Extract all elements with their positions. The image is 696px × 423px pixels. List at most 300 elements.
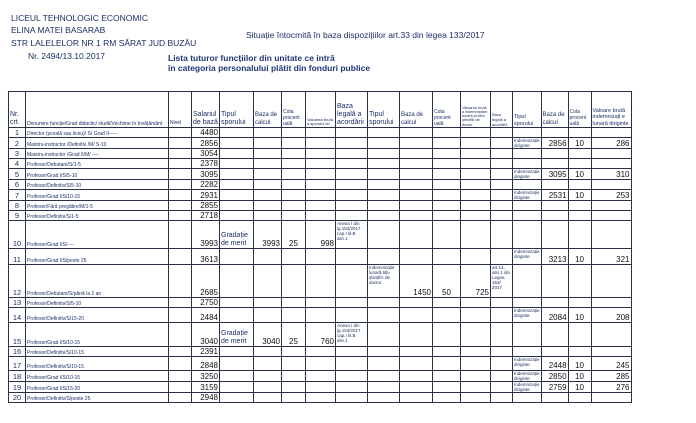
diriginte-value: 276 — [591, 382, 631, 393]
doctor-type — [368, 249, 400, 265]
doctor-percent — [433, 308, 461, 323]
doctor-type — [368, 138, 400, 149]
doctor-percent — [433, 201, 461, 211]
doctor-percent: 50 — [433, 265, 461, 298]
doctor-value — [461, 149, 491, 159]
doctor-base — [400, 371, 433, 382]
spor-value — [306, 308, 336, 323]
doctor-legal-basis — [491, 323, 513, 347]
diriginte-base — [541, 393, 568, 403]
spor-legal-basis: Anexa I din lg.153/2017 cap.I lit.B alin.1 — [336, 221, 368, 249]
doctor-value — [461, 347, 491, 357]
spor-base — [254, 249, 282, 265]
row-number: 20 — [9, 393, 26, 403]
table-row — [9, 357, 632, 371]
list-title-1: Lista tuturor funcțiilor din unitate ce intră — [168, 53, 335, 63]
spor-base — [254, 298, 282, 308]
diriginte-value: 310 — [591, 169, 631, 180]
col-baza-legala1-header: Baza legală a acordării — [336, 92, 368, 128]
doctor-percent — [433, 159, 461, 169]
level-cell — [169, 371, 192, 382]
diriginte-value — [591, 180, 631, 190]
spor-legal-basis — [336, 371, 368, 382]
level-cell — [169, 138, 192, 149]
doctor-value — [461, 190, 491, 201]
spor-type — [220, 159, 254, 169]
doctor-base — [400, 169, 433, 180]
doctor-base — [400, 211, 433, 221]
spor-legal-basis — [336, 265, 368, 298]
table-row — [9, 169, 632, 180]
diriginte-base — [541, 211, 568, 221]
spor-base — [254, 138, 282, 149]
level-cell — [169, 393, 192, 403]
spor-value — [306, 190, 336, 201]
row-number: 5 — [9, 169, 26, 180]
base-salary: 2484 — [192, 308, 220, 323]
spor-value — [306, 298, 336, 308]
row-number: 17 — [9, 357, 26, 371]
function-name: Director (școală sau liceu)/ S/ Grad II----- — [26, 128, 169, 138]
spor-value — [306, 180, 336, 190]
doctor-value — [461, 357, 491, 371]
diriginte-type — [513, 159, 542, 169]
spor-percent — [282, 159, 306, 169]
spor-base — [254, 128, 282, 138]
spor-percent — [282, 347, 306, 357]
row-number: 13 — [9, 298, 26, 308]
spor-type — [220, 169, 254, 180]
spor-legal-basis — [336, 169, 368, 180]
table-row — [9, 308, 632, 323]
doctor-base — [400, 201, 433, 211]
level-cell — [169, 159, 192, 169]
base-salary: 2282 — [192, 180, 220, 190]
function-name: Maistru-instructor /Definitiv /M/ S-10 — [26, 138, 169, 149]
diriginte-base: 2084 — [541, 308, 568, 323]
function-name: Profesor/Definitiv/S/15-20 — [26, 308, 169, 323]
table-row — [9, 128, 632, 138]
spor-value — [306, 393, 336, 403]
diriginte-base — [541, 201, 568, 211]
doctor-legal-basis — [491, 357, 513, 371]
col-cota1-header: Cota procent uală — [282, 92, 306, 128]
diriginte-percent: 10 — [568, 169, 591, 180]
doctor-percent — [433, 298, 461, 308]
doctor-percent — [433, 138, 461, 149]
spor-percent — [282, 249, 306, 265]
col-tipul2-header: Tipul sporului — [368, 92, 400, 128]
doctor-base — [400, 308, 433, 323]
spor-base — [254, 265, 282, 298]
diriginte-base: 2850 — [541, 371, 568, 382]
col-cota3-header: Cota procent uală — [568, 92, 591, 128]
diriginte-type — [513, 128, 542, 138]
base-salary: 2856 — [192, 138, 220, 149]
doctor-value — [461, 382, 491, 393]
spor-base — [254, 149, 282, 159]
doctor-percent — [433, 382, 461, 393]
spor-percent — [282, 371, 306, 382]
doctor-base — [400, 128, 433, 138]
function-name: Profesor/Definitiv/S/5-10 — [26, 298, 169, 308]
doctor-type — [368, 190, 400, 201]
diriginte-type: Indemnizație diriginte — [513, 249, 542, 265]
diriginte-percent — [568, 201, 591, 211]
diriginte-value: 285 — [591, 371, 631, 382]
doctor-percent — [433, 221, 461, 249]
diriginte-value: 286 — [591, 138, 631, 149]
function-name: Profesor/Grad I/S/peste 25 — [26, 249, 169, 265]
level-cell — [169, 357, 192, 371]
doctor-type — [368, 308, 400, 323]
level-cell — [169, 382, 192, 393]
spor-value — [306, 371, 336, 382]
doctor-value — [461, 371, 491, 382]
row-number: 15 — [9, 323, 26, 347]
doctor-base — [400, 382, 433, 393]
level-cell — [169, 201, 192, 211]
base-salary: 3054 — [192, 149, 220, 159]
base-salary: 4480 — [192, 128, 220, 138]
col-baza2-header: Baza de calcul — [400, 92, 433, 128]
spor-value — [306, 211, 336, 221]
doctor-base — [400, 347, 433, 357]
spor-legal-basis — [336, 382, 368, 393]
doctor-legal-basis — [491, 308, 513, 323]
spor-legal-basis — [336, 149, 368, 159]
function-name: Profesor/Debutant/S/1-5 — [26, 159, 169, 169]
doctor-type — [368, 201, 400, 211]
diriginte-base — [541, 180, 568, 190]
spor-base — [254, 308, 282, 323]
table-row — [9, 211, 632, 221]
doctor-legal-basis: art.14, alin.1 din Legea 153/ 2017 — [491, 265, 513, 298]
spor-base — [254, 357, 282, 371]
spor-percent — [282, 298, 306, 308]
diriginte-value — [591, 128, 631, 138]
diriginte-type — [513, 201, 542, 211]
spor-type — [220, 138, 254, 149]
function-name: Profesor/Definitiv/S/10-15 — [26, 347, 169, 357]
spor-value — [306, 159, 336, 169]
table-row — [9, 323, 632, 347]
function-name: Profesor/Definitiv/S/1-5 — [26, 211, 169, 221]
function-name: Profesor/Debutant/S/până la 1 an — [26, 265, 169, 298]
diriginte-base — [541, 347, 568, 357]
spor-type — [220, 347, 254, 357]
doctor-type — [368, 211, 400, 221]
diriginte-value: 253 — [591, 190, 631, 201]
diriginte-type: Indemnizație diriginte — [513, 308, 542, 323]
base-salary: 2391 — [192, 347, 220, 357]
diriginte-percent — [568, 347, 591, 357]
function-name: Maistru-instructor /Grad II/M/ ---- — [26, 149, 169, 159]
diriginte-type: Indemnizație diriginte — [514, 138, 540, 148]
col-valoare3-header: Valoare brută indemnizați e lunară diriginte — [591, 92, 631, 128]
spor-percent: 25 — [282, 221, 306, 249]
spor-base — [254, 393, 282, 403]
doctor-type — [368, 371, 400, 382]
doctor-legal-basis — [491, 138, 513, 149]
row-number: 4 — [9, 159, 26, 169]
doctor-type — [368, 298, 400, 308]
base-salary: 3159 — [192, 382, 220, 393]
spor-value: 760 — [306, 323, 336, 347]
col-baza1-header: Baza de calcul — [254, 92, 282, 128]
spor-percent — [282, 265, 306, 298]
diriginte-base — [541, 265, 568, 298]
spor-base: 3993 — [254, 221, 282, 249]
doctor-base — [400, 190, 433, 201]
spor-base — [254, 347, 282, 357]
spor-legal-basis — [336, 308, 368, 323]
spor-percent: 25 — [282, 323, 306, 347]
row-number: 12 — [9, 265, 26, 298]
base-salary: 2855 — [192, 201, 220, 211]
doctor-percent — [433, 169, 461, 180]
doctor-value — [461, 298, 491, 308]
doctor-legal-basis — [491, 221, 513, 249]
spor-legal-basis — [336, 201, 368, 211]
spor-type — [220, 357, 254, 371]
diriginte-value — [591, 201, 631, 211]
diriginte-base — [541, 323, 568, 347]
diriginte-percent — [568, 298, 591, 308]
spor-base — [254, 180, 282, 190]
doctor-legal-basis — [491, 169, 513, 180]
doctor-percent — [433, 190, 461, 201]
function-name: Profesor/Grad I/S/10-15 — [26, 371, 169, 382]
doctor-type — [368, 159, 400, 169]
base-salary: 3250 — [192, 371, 220, 382]
spor-legal-basis — [336, 128, 368, 138]
school-address: STR LALELELOR NR 1 RM SĂRAT JUD BUZĂU — [11, 38, 197, 48]
spor-base — [254, 211, 282, 221]
diriginte-type: Indemnizație diriginte — [513, 357, 542, 371]
diriginte-value — [591, 393, 631, 403]
doctor-value — [461, 201, 491, 211]
spor-legal-basis — [336, 357, 368, 371]
doctor-legal-basis — [491, 371, 513, 382]
doctor-type — [368, 347, 400, 357]
doctor-percent — [433, 371, 461, 382]
spor-percent — [282, 138, 306, 149]
diriginte-value — [591, 211, 631, 221]
list-title-2: în categoria personalului plătit din fonduri publice — [168, 63, 371, 73]
level-cell — [169, 190, 192, 201]
doctor-type — [368, 323, 400, 347]
col-cota2-header: Cota procent uală — [433, 92, 461, 128]
spor-value — [306, 249, 336, 265]
row-number: 2 — [9, 138, 26, 149]
level-cell — [169, 169, 192, 180]
level-cell — [169, 249, 192, 265]
diriginte-type — [513, 149, 542, 159]
row-number: 6 — [9, 180, 26, 190]
function-name: Profesor/Grad I/S/5-10 — [26, 169, 169, 180]
level-cell — [169, 298, 192, 308]
spor-value — [306, 347, 336, 357]
spor-base — [254, 201, 282, 211]
spor-type — [220, 128, 254, 138]
doctor-value — [461, 393, 491, 403]
spor-percent — [282, 393, 306, 403]
function-name: Profesor/Definitiv/S/10-15 — [26, 357, 169, 371]
col-nivel-header: Nivel — [169, 92, 192, 128]
spor-legal-basis — [336, 190, 368, 201]
diriginte-value — [591, 323, 631, 347]
diriginte-base — [541, 149, 568, 159]
row-number: 18 — [9, 371, 26, 382]
doctor-type — [368, 128, 400, 138]
doctor-base — [400, 298, 433, 308]
function-name: Profesor/Grad I/S/10-15 — [26, 323, 169, 347]
diriginte-base: 2759 — [541, 382, 568, 393]
diriginte-base — [541, 221, 568, 249]
doctor-value — [461, 323, 491, 347]
spor-base — [254, 169, 282, 180]
diriginte-percent — [568, 128, 591, 138]
spor-type — [220, 249, 254, 265]
col-baza-legala2-header: Baza legală a acordării — [491, 92, 513, 128]
spor-type — [220, 393, 254, 403]
doctor-percent — [433, 347, 461, 357]
diriginte-percent: 10 — [568, 249, 591, 265]
diriginte-percent — [568, 180, 591, 190]
spor-percent — [282, 308, 306, 323]
diriginte-percent — [568, 265, 591, 298]
table-row — [9, 393, 632, 403]
table-row — [9, 159, 632, 169]
diriginte-percent: 10 — [568, 138, 591, 149]
spor-type — [220, 149, 254, 159]
spor-legal-basis — [336, 180, 368, 190]
diriginte-value — [591, 159, 631, 169]
diriginte-value — [591, 149, 631, 159]
function-name: Profesor/Grad I/S/15-20 — [26, 382, 169, 393]
spor-type — [220, 382, 254, 393]
col-valoare2-header: Valoarea brută a indemnizației lunară pt.titlul științific de doctor — [461, 92, 491, 128]
doctor-value: 725 — [461, 265, 491, 298]
row-number: 11 — [9, 249, 26, 265]
spor-value — [306, 357, 336, 371]
base-salary: 2848 — [192, 357, 220, 371]
diriginte-type — [513, 211, 542, 221]
table-row — [9, 371, 632, 382]
spor-value — [306, 128, 336, 138]
spor-legal-basis — [336, 138, 368, 149]
level-cell — [169, 149, 192, 159]
spor-value — [306, 169, 336, 180]
table-row — [9, 221, 632, 249]
table-row — [9, 382, 632, 393]
function-name: Profesor/Fără pregătire/M/1-5 — [26, 201, 169, 211]
row-number: 14 — [9, 308, 26, 323]
doctor-percent — [433, 180, 461, 190]
diriginte-value: 208 — [591, 308, 631, 323]
doctor-percent — [433, 357, 461, 371]
row-number: 10 — [9, 221, 26, 249]
doctor-type — [368, 180, 400, 190]
doctor-legal-basis — [491, 190, 513, 201]
doctor-legal-basis — [491, 249, 513, 265]
doctor-legal-basis — [491, 180, 513, 190]
spor-type — [220, 180, 254, 190]
doctor-legal-basis — [491, 347, 513, 357]
spor-type — [220, 308, 254, 323]
row-number: 1 — [9, 128, 26, 138]
base-salary: 2931 — [192, 190, 220, 201]
doctor-value — [461, 249, 491, 265]
table-header-row — [9, 92, 632, 128]
spor-value — [306, 138, 336, 149]
diriginte-type — [513, 393, 542, 403]
col-functie-header: Denumire funcție/Grad didactic/ studii/Vechime în învățământ — [26, 92, 169, 128]
row-number: 8 — [9, 201, 26, 211]
doctor-type: Indemnizație lunară titlu științific de doctor — [368, 265, 400, 298]
doctor-value — [461, 308, 491, 323]
diriginte-type — [513, 265, 542, 298]
spor-base — [254, 371, 282, 382]
diriginte-value — [591, 265, 631, 298]
doctor-type — [368, 221, 400, 249]
level-cell — [169, 347, 192, 357]
diriginte-base: 3095 — [541, 169, 568, 180]
doctor-percent — [433, 323, 461, 347]
spor-value: 998 — [306, 221, 336, 249]
level-cell — [169, 180, 192, 190]
doctor-legal-basis — [491, 393, 513, 403]
base-salary: 2948 — [192, 393, 220, 403]
spor-legal-basis — [336, 211, 368, 221]
level-cell — [169, 221, 192, 249]
spor-percent — [282, 128, 306, 138]
diriginte-base: 2856 — [541, 138, 568, 149]
doctor-base — [400, 159, 433, 169]
doctor-type — [368, 169, 400, 180]
diriginte-type — [513, 298, 542, 308]
diriginte-value — [591, 221, 631, 249]
doctor-value — [461, 169, 491, 180]
doctor-legal-basis — [491, 298, 513, 308]
spor-percent — [282, 169, 306, 180]
doctor-type — [368, 357, 400, 371]
base-salary: 3993 — [192, 221, 220, 249]
doctor-type — [368, 149, 400, 159]
diriginte-value: 321 — [591, 249, 631, 265]
diriginte-type: Indemnizație diriginte — [514, 371, 540, 381]
spor-percent — [282, 149, 306, 159]
table-row — [9, 265, 632, 298]
row-number: 16 — [9, 347, 26, 357]
level-cell — [169, 211, 192, 221]
diriginte-type: Indemnizație diriginte — [514, 382, 540, 392]
diriginte-type — [513, 180, 542, 190]
table-row — [9, 298, 632, 308]
doctor-value — [461, 128, 491, 138]
doctor-base — [400, 149, 433, 159]
diriginte-percent — [568, 211, 591, 221]
function-name: Profesor/Definitiv/S/peste 25 — [26, 393, 169, 403]
doctor-legal-basis — [491, 211, 513, 221]
situation-title: Situație întocmită în baza dispozițiilor art.33 din legea 133/2017 — [246, 30, 485, 40]
spor-type: Gradație de merit — [220, 221, 254, 249]
doctor-legal-basis — [491, 201, 513, 211]
doctor-percent — [433, 393, 461, 403]
col-baza3-header: Baza de calcul — [541, 92, 568, 128]
school-name-line1: LICEUL TEHNOLOGIC ECONOMIC — [11, 13, 148, 23]
